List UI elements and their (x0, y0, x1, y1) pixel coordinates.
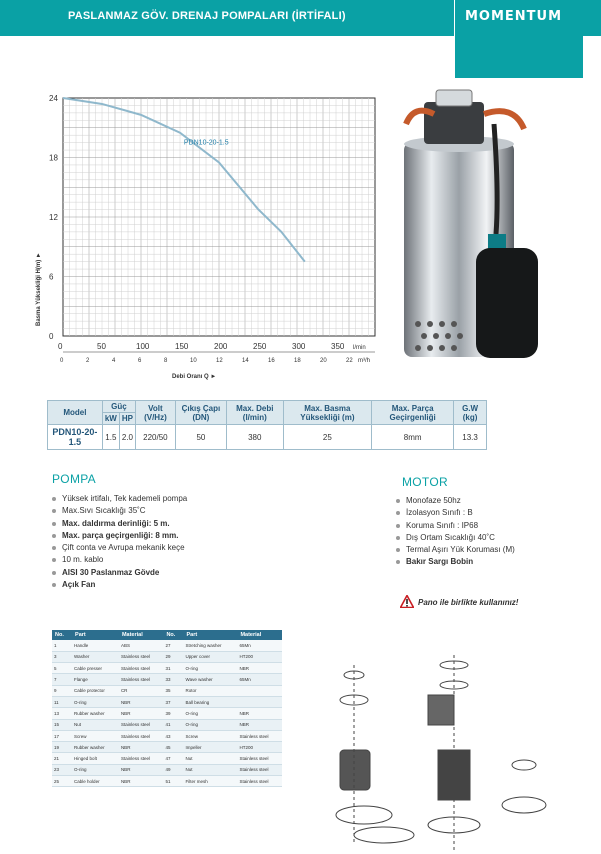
parts-cell: Ball bearing (183, 696, 237, 707)
parts-row (52, 719, 282, 730)
y-tick-label: 0 (49, 332, 54, 341)
parts-cell: Cable presser (72, 663, 119, 674)
parts-cell: Washer (72, 651, 119, 662)
exploded-view-diagram (314, 655, 550, 851)
parts-cell: 51 (163, 776, 183, 787)
x-tick-label-top: 0 (58, 342, 63, 351)
parts-cell: 13 (52, 708, 72, 719)
parts-cell: HT200 (237, 742, 282, 753)
parts-cell: Nut (183, 764, 237, 775)
spec-model: PDN10-20-1.5 (48, 425, 103, 450)
performance-chart (0, 90, 384, 390)
parts-cell: 5 (52, 663, 72, 674)
parts-header-cell: Part (72, 630, 119, 640)
parts-cell: O-ring (72, 696, 119, 707)
parts-row (52, 742, 282, 753)
parts-cell: NBR (237, 663, 282, 674)
spec-head: 25 (283, 425, 372, 450)
parts-cell: 65Mn (237, 640, 282, 651)
page-title: PASLANMAZ GÖV. DRENAJ POMPALARI (İRTİFALI) (68, 10, 346, 22)
brand-name: MOMENTUM (465, 9, 563, 24)
parts-cell: Stretching washer (183, 640, 237, 651)
parts-cell: 37 (163, 696, 183, 707)
spec-head-hp: HP (119, 413, 135, 425)
parts-cell: Upper cover (183, 651, 237, 662)
pump-photo (384, 84, 554, 384)
spec-hp: 2.0 (119, 425, 135, 450)
motor-features (396, 495, 515, 569)
x-tick-label-bottom: 18 (294, 358, 301, 364)
parts-cell: 45 (163, 742, 183, 753)
parts-cell (237, 685, 282, 696)
spec-head-volt: Volt (V/Hz) (135, 401, 175, 425)
parts-header-cell: Material (119, 630, 164, 640)
warning-note (400, 595, 518, 608)
parts-cell: NBR (119, 696, 164, 707)
spec-outlet: 50 (175, 425, 226, 450)
parts-cell: Stainless steel (237, 764, 282, 775)
x-tick-label-bottom: 2 (86, 358, 90, 364)
parts-cell: 41 (163, 719, 183, 730)
parts-header-cell: Material (237, 630, 282, 640)
parts-cell: Stainless steel (119, 730, 164, 741)
motor-feature-item: Termal Aşırı Yük Koruması (M) (396, 544, 515, 556)
parts-cell: 33 (163, 674, 183, 685)
y-tick-label: 12 (49, 213, 58, 222)
y-tick-label: 18 (49, 153, 58, 163)
parts-row (52, 764, 282, 775)
parts-cell: 7 (52, 674, 72, 685)
pompa-feature-item: Max. parça geçirgenliği: 8 mm. (52, 530, 187, 542)
motor-feature-item: Monofaze 50hz (396, 495, 515, 507)
x-tick-label-bottom: 0 (60, 358, 64, 364)
parts-cell: O-ring (183, 719, 237, 730)
series-label: PDN10-20-1.5 (183, 139, 229, 147)
x-unit-top: l/min (353, 345, 366, 351)
x-tick-label-bottom: 14 (242, 358, 249, 364)
parts-cell: NBR (237, 719, 282, 730)
x-tick-label-bottom: 4 (112, 358, 116, 364)
parts-header-cell: No. (163, 630, 183, 640)
pompa-feature-item: 10 m. kablo (52, 554, 187, 566)
parts-row (52, 674, 282, 685)
parts-cell: 15 (52, 719, 72, 730)
parts-cell: Stainless steel (119, 674, 164, 685)
parts-cell: 35 (163, 685, 183, 696)
spec-head-head: Max. Basma Yüksekliği (m) (283, 401, 372, 425)
parts-cell: O-ring (183, 663, 237, 674)
spec-weight: 13.3 (454, 425, 487, 450)
parts-row (52, 753, 282, 764)
x-tick-label-top: 350 (331, 342, 345, 351)
pompa-features (52, 493, 187, 591)
parts-cell: 27 (163, 640, 183, 651)
parts-cell: NBR (237, 708, 282, 719)
spec-kw: 1.5 (102, 425, 119, 450)
x-tick-label-bottom: 10 (190, 358, 197, 364)
parts-cell: Cable holder (72, 776, 119, 787)
parts-cell: 25 (52, 776, 72, 787)
x-tick-label-top: 50 (97, 342, 106, 351)
parts-cell: 29 (163, 651, 183, 662)
x-tick-label-bottom: 6 (138, 358, 142, 364)
parts-cell: 47 (163, 753, 183, 764)
parts-cell: NBR (119, 742, 164, 753)
parts-cell: NBR (119, 764, 164, 775)
parts-cell: O-ring (183, 708, 237, 719)
parts-cell: Stainless steel (119, 651, 164, 662)
pompa-feature-item: Yüksek irtifalı, Tek kademeli pompa (52, 493, 187, 505)
parts-cell: Impeller (183, 742, 237, 753)
parts-cell: Nut (183, 753, 237, 764)
parts-cell: CR (119, 685, 164, 696)
x-tick-label-bottom: 8 (164, 358, 168, 364)
parts-cell: Stainless steel (119, 753, 164, 764)
parts-header-cell: Part (183, 630, 237, 640)
parts-cell: Screw (72, 730, 119, 741)
spec-head-power: Güç (102, 401, 135, 413)
parts-cell: 21 (52, 753, 72, 764)
x-tick-label-bottom: 22 (346, 358, 353, 364)
spec-volt: 220/50 (135, 425, 175, 450)
spec-head-outlet: Çıkış Çapı (DN) (175, 401, 226, 425)
pompa-feature-item: Çift conta ve Avrupa mekanik keçe (52, 542, 187, 554)
motor-feature-item: Bakır Sargı Bobin (396, 556, 515, 568)
motor-feature-item: Dış Ortam Sıcaklığı 40˚C (396, 532, 515, 544)
parts-cell: Hinged bolt (72, 753, 119, 764)
parts-cell: NBR (119, 776, 164, 787)
warning-icon (400, 595, 414, 608)
x-unit-bottom: m³/h (358, 358, 370, 364)
parts-cell: Stainless steel (237, 753, 282, 764)
parts-cell: Stainless steel (237, 776, 282, 787)
warning-text: Pano ile birlikte kullanınız! (418, 598, 519, 607)
x-tick-label-bottom: 12 (216, 358, 223, 364)
x-tick-label-top: 150 (175, 342, 189, 351)
spec-head-particle: Max. Parça Geçirgenliği (372, 401, 454, 425)
parts-cell: 3 (52, 651, 72, 662)
parts-cell: 17 (52, 730, 72, 741)
parts-cell: 1 (52, 640, 72, 651)
pompa-feature-item: Max. daldırma derinliği: 5 m. (52, 518, 187, 530)
motor-feature-item: İzolasyon Sınıfı : B (396, 507, 515, 519)
parts-cell: ABS (119, 640, 164, 651)
parts-cell: Flange (72, 674, 119, 685)
parts-row (52, 640, 282, 651)
parts-cell: 65Mn (237, 674, 282, 685)
pompa-feature-item: Açık Fan (52, 579, 187, 591)
parts-row (52, 696, 282, 707)
x-tick-label-bottom: 16 (268, 358, 275, 364)
motor-title: MOTOR (402, 475, 448, 489)
parts-row (52, 730, 282, 741)
parts-cell: Rubber washer (72, 742, 119, 753)
spec-head-flow: Max. Debi (l/min) (226, 401, 283, 425)
x-tick-label-bottom: 20 (320, 358, 327, 364)
x-tick-label-top: 200 (214, 342, 228, 351)
parts-cell: Nut (72, 719, 119, 730)
parts-cell: Handle (72, 640, 119, 651)
parts-cell: 11 (52, 696, 72, 707)
parts-cell: 9 (52, 685, 72, 696)
spec-head-weight: G.W (kg) (454, 401, 487, 425)
spec-head-model: Model (48, 401, 103, 425)
parts-header-cell: No. (52, 630, 72, 640)
spec-head-kw: kW (102, 413, 119, 425)
spec-flow: 380 (226, 425, 283, 450)
parts-row (52, 685, 282, 696)
parts-cell: 39 (163, 708, 183, 719)
parts-cell: 31 (163, 663, 183, 674)
parts-row (52, 776, 282, 787)
parts-row (52, 651, 282, 662)
y-axis-label: Basma Yüksekliği H(m) ► (36, 252, 42, 326)
parts-cell: Filter mesh (183, 776, 237, 787)
parts-row (52, 663, 282, 674)
parts-cell: Rubber washer (72, 708, 119, 719)
pompa-feature-item: AISI 30 Paslanmaz Gövde (52, 567, 187, 579)
parts-cell (237, 696, 282, 707)
parts-cell: 43 (163, 730, 183, 741)
parts-cell: 49 (163, 764, 183, 775)
parts-cell: Stainless steel (119, 663, 164, 674)
x-axis-label: Debi Oranı Q ► (172, 374, 217, 380)
x-tick-label-top: 300 (292, 342, 306, 351)
brand-logo (454, 0, 583, 78)
parts-row (52, 708, 282, 719)
motor-feature-item: Koruma Sınıfı : IP68 (396, 520, 515, 532)
x-tick-label-top: 100 (136, 342, 150, 351)
parts-cell: 23 (52, 764, 72, 775)
parts-cell: Wave washer (183, 674, 237, 685)
pompa-title: POMPA (52, 472, 96, 486)
spec-particle: 8mm (372, 425, 454, 450)
parts-cell: O-ring (72, 764, 119, 775)
parts-cell: NBR (119, 708, 164, 719)
parts-cell: Cable protector (72, 685, 119, 696)
x-tick-label-top: 250 (253, 342, 267, 351)
parts-cell: Stainless steel (119, 719, 164, 730)
pompa-feature-item: Max.Sıvı Sıcaklığı 35˚C (52, 505, 187, 517)
y-tick-label: 6 (49, 272, 54, 282)
parts-cell: Screw (183, 730, 237, 741)
parts-cell: Rotor (183, 685, 237, 696)
parts-cell: HT200 (237, 651, 282, 662)
spec-table (47, 400, 487, 450)
parts-cell: Stainless steel (237, 730, 282, 741)
y-tick-label: 24 (49, 94, 58, 103)
parts-table (52, 630, 282, 787)
parts-cell: 19 (52, 742, 72, 753)
